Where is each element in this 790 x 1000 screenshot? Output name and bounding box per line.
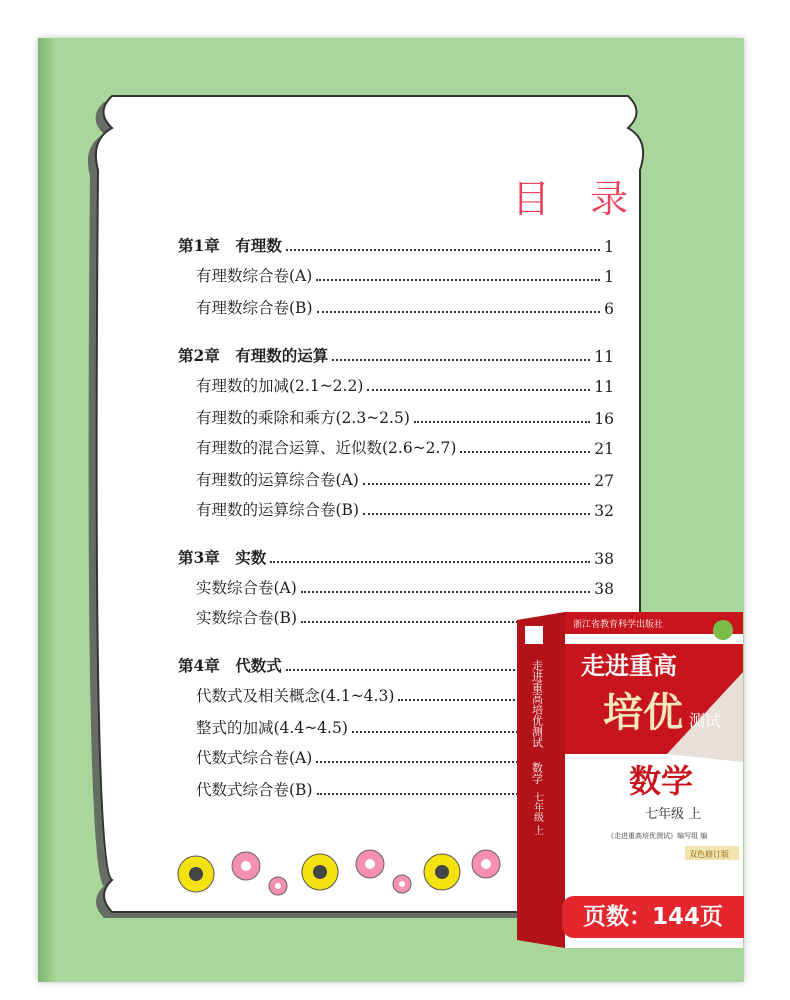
toc-leader-dots <box>363 483 590 485</box>
toc-chapter-row <box>178 344 614 366</box>
toc-entry-page: 32 <box>594 502 614 520</box>
toc-leader-dots <box>363 513 590 515</box>
toc-leader-dots <box>316 279 600 281</box>
yellow-flower-icon <box>424 854 460 890</box>
toc-leader-dots <box>301 591 590 593</box>
book-grade: 七年级 上 <box>645 807 702 822</box>
page-count-badge: 页数：144页 <box>562 896 744 938</box>
toc-section-row <box>196 374 614 396</box>
toc-entry-label: 整式的加减(4.4~4.5) <box>196 719 348 737</box>
book-title-big: 培优 <box>603 689 683 736</box>
pink-flower-icon <box>393 875 411 893</box>
toc-title: 目 录 <box>512 177 643 221</box>
book-subject: 数学 <box>629 762 694 800</box>
publisher-emblem-icon <box>713 620 733 640</box>
toc-entry-page: 16 <box>594 410 614 428</box>
toc-section-row <box>196 264 614 286</box>
book-spine-grade: 七年级 上 <box>531 792 543 836</box>
toc-entry-label: 有理数的运算综合卷(A) <box>196 471 359 489</box>
toc-entry-label: 第4章 代数式 <box>178 656 282 675</box>
toc-entry-label: 有理数综合卷(B) <box>196 299 313 317</box>
toc-entry-label: 实数综合卷(B) <box>196 609 297 627</box>
toc-entry-label: 代数式综合卷(B) <box>196 781 313 799</box>
toc-entry-page: 11 <box>594 348 614 366</box>
yellow-flower-icon <box>302 854 338 890</box>
book-title-line1: 走进重高 <box>581 652 677 680</box>
toc-section-row <box>196 498 614 520</box>
toc-leader-dots <box>460 451 590 453</box>
book-title-small: 测试 <box>689 711 722 730</box>
toc-entry-label: 第2章 有理数的运算 <box>178 346 329 365</box>
toc-entry-page: 38 <box>594 580 614 598</box>
book-logo-icon <box>525 626 543 644</box>
toc-leader-dots <box>270 561 590 563</box>
toc-entry-label: 有理数的加减(2.1~2.2) <box>196 377 364 395</box>
toc-entry-page: 38 <box>594 550 614 568</box>
book-top-banner-text: 浙江省教育科学出版社 <box>573 620 664 630</box>
book-edition-tag: 双色修订版 <box>689 850 729 859</box>
toc-entry-label: 有理数的运算综合卷(B) <box>196 501 359 519</box>
pink-flower-icon <box>472 850 500 878</box>
toc-entry-page: 1 <box>604 238 614 256</box>
toc-chapter-row <box>178 234 614 256</box>
toc-entry-label: 有理数的混合运算、近似数(2.6~2.7) <box>196 439 457 457</box>
toc-entry-page: 6 <box>604 300 614 318</box>
book-editor: 《走进重高培优测试》编写组 编 <box>607 832 708 840</box>
toc-leader-dots <box>317 311 601 313</box>
toc-section-row <box>196 436 614 458</box>
toc-leader-dots <box>286 249 600 251</box>
toc-section-row <box>196 576 614 598</box>
toc-entry-page: 1 <box>604 268 614 286</box>
toc-entry-label: 有理数的乘除和乘方(2.3~2.5) <box>196 409 410 427</box>
toc-entry-page: 21 <box>594 440 614 458</box>
toc-entry-label: 代数式综合卷(A) <box>196 749 313 767</box>
toc-leader-dots <box>367 389 590 391</box>
toc-entry-label: 代数式及相关概念(4.1~4.3) <box>196 687 395 705</box>
toc-entry-label: 第3章 实数 <box>178 548 267 567</box>
pink-flower-icon <box>269 877 287 895</box>
toc-entry-page: 11 <box>594 378 614 396</box>
toc-entry-label: 实数综合卷(A) <box>196 579 297 597</box>
pink-flower-icon <box>232 852 260 880</box>
toc-chapter-row <box>178 546 614 568</box>
yellow-flower-icon <box>178 856 214 892</box>
book-spine-subject: 数学 <box>530 762 544 784</box>
toc-section-row <box>196 296 614 318</box>
toc-entry-label: 第1章 有理数 <box>178 236 282 255</box>
toc-leader-dots <box>414 421 590 423</box>
toc-section-row <box>196 468 614 490</box>
toc-leader-dots <box>332 359 590 361</box>
pink-flower-icon <box>356 850 384 878</box>
toc-entry-page: 27 <box>594 472 614 490</box>
book-spine-title: 走进重高培优测试 <box>530 660 544 748</box>
toc-section-row <box>196 406 614 428</box>
flower-decoration <box>174 840 504 900</box>
toc-entry-label: 有理数综合卷(A) <box>196 267 313 285</box>
